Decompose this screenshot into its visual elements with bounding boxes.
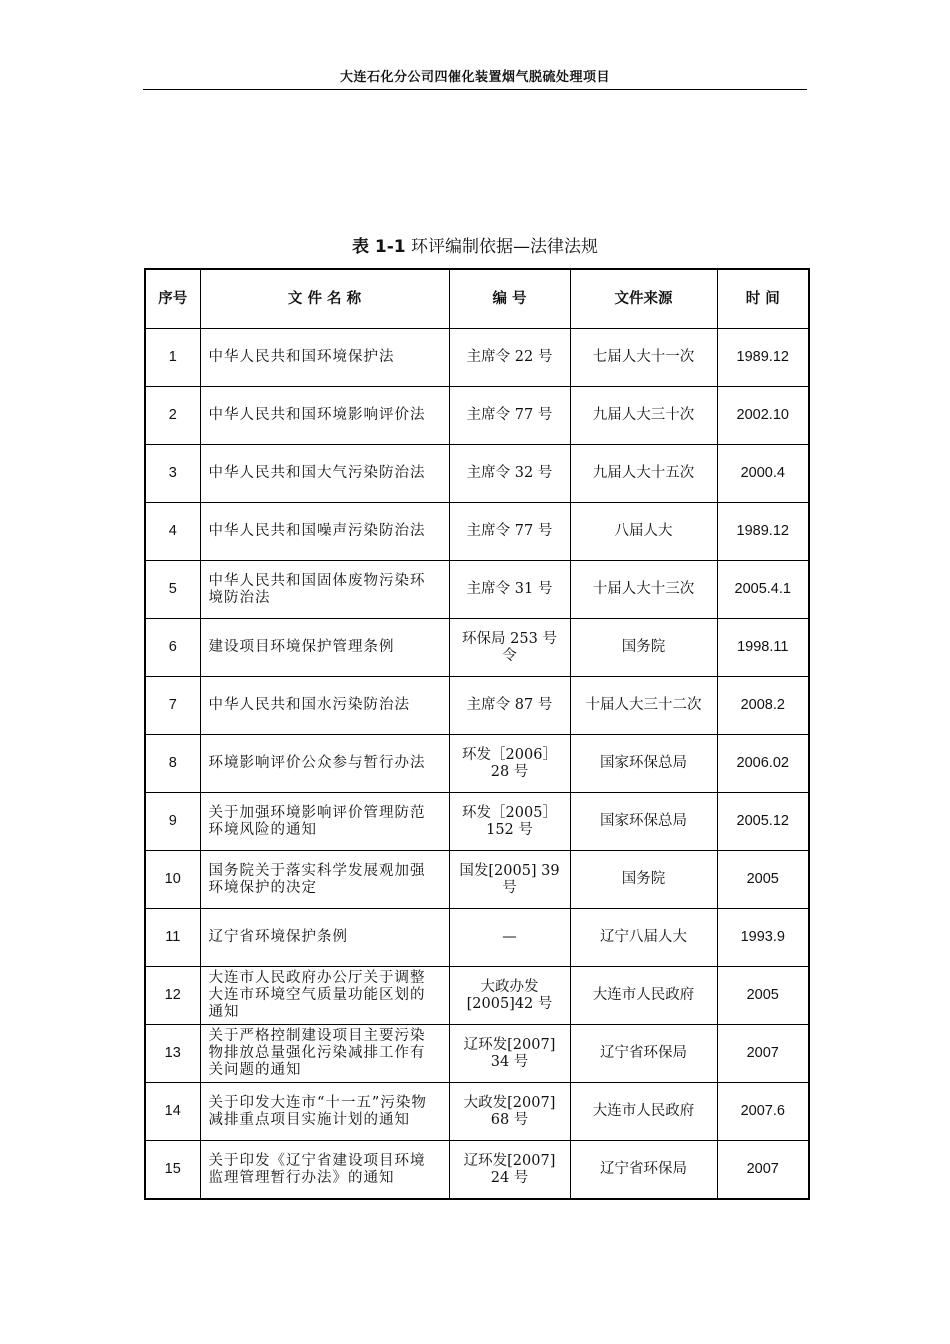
row-number: 2 xyxy=(145,387,200,445)
document-date: 1989.12 xyxy=(717,329,809,387)
document-date: 2007 xyxy=(717,1141,809,1200)
table-row xyxy=(145,561,809,619)
document-source: 辽宁省环保局 xyxy=(570,1025,717,1083)
row-number: 4 xyxy=(145,503,200,561)
table-row xyxy=(145,329,809,387)
row-number: 8 xyxy=(145,735,200,793)
running-header: 大连石化分公司四催化装置烟气脱硫处理项目 xyxy=(339,70,610,85)
document-date: 2005.4.1 xyxy=(717,561,809,619)
document-date: 2005 xyxy=(717,851,809,909)
document-name: 大连市人民政府办公厅关于调整大连市环境空气质量功能区划的通知 xyxy=(200,967,449,1025)
table-row xyxy=(145,387,809,445)
document-number: 主席令 77 号 xyxy=(449,387,570,445)
document-number: 主席令 87 号 xyxy=(449,677,570,735)
document-number: 环保局 253 号令 xyxy=(449,619,570,677)
row-number: 1 xyxy=(145,329,200,387)
caption-text: 环评编制依据—法律法规 xyxy=(405,237,599,257)
row-number: 7 xyxy=(145,677,200,735)
row-number: 13 xyxy=(145,1025,200,1083)
document-source: 十届人大十三次 xyxy=(570,561,717,619)
table-row xyxy=(145,967,809,1025)
table-caption xyxy=(143,232,807,257)
document-date: 2000.4 xyxy=(717,445,809,503)
row-number: 6 xyxy=(145,619,200,677)
table-row xyxy=(145,851,809,909)
document-source: 国家环保总局 xyxy=(570,735,717,793)
document-number: 环发［2006］28 号 xyxy=(449,735,570,793)
document-date: 1989.12 xyxy=(717,503,809,561)
row-number: 14 xyxy=(145,1083,200,1141)
document-name: 国务院关于落实科学发展观加强环境保护的决定 xyxy=(200,851,449,909)
table-row xyxy=(145,735,809,793)
table-row xyxy=(145,619,809,677)
document-source: 大连市人民政府 xyxy=(570,1083,717,1141)
row-number: 15 xyxy=(145,1141,200,1200)
table-row xyxy=(145,1025,809,1083)
table-row xyxy=(145,1141,809,1200)
document-date: 2008.2 xyxy=(717,677,809,735)
document-name: 建设项目环境保护管理条例 xyxy=(200,619,449,677)
document-name: 中华人民共和国水污染防治法 xyxy=(200,677,449,735)
document-name: 环境影响评价公众参与暂行办法 xyxy=(200,735,449,793)
document-number: 辽环发[2007] 34 号 xyxy=(449,1025,570,1083)
header-rule xyxy=(143,89,807,90)
column-header-number: 编 号 xyxy=(449,269,570,329)
document-name: 中华人民共和国固体废物污染环境防治法 xyxy=(200,561,449,619)
document-date: 2007 xyxy=(717,1025,809,1083)
document-number: 主席令 32 号 xyxy=(449,445,570,503)
document-date: 2005 xyxy=(717,967,809,1025)
table-row xyxy=(145,1083,809,1141)
document-number: 大政发[2007] 68 号 xyxy=(449,1083,570,1141)
document-date: 2005.12 xyxy=(717,793,809,851)
column-header-name: 文 件 名 称 xyxy=(200,269,449,329)
document-source: 九届人大三十次 xyxy=(570,387,717,445)
document-number: 辽环发[2007] 24 号 xyxy=(449,1141,570,1200)
document-date: 2007.6 xyxy=(717,1083,809,1141)
row-number: 9 xyxy=(145,793,200,851)
document-date: 1998.11 xyxy=(717,619,809,677)
column-header-no: 序号 xyxy=(145,269,200,329)
table-row xyxy=(145,677,809,735)
table-body xyxy=(145,329,809,1200)
document-source: 九届人大十五次 xyxy=(570,445,717,503)
document-source: 七届人大十一次 xyxy=(570,329,717,387)
document-number: 主席令 31 号 xyxy=(449,561,570,619)
row-number: 12 xyxy=(145,967,200,1025)
table-header-row xyxy=(145,269,809,329)
document-source: 国务院 xyxy=(570,619,717,677)
document-number: 环发［2005］152 号 xyxy=(449,793,570,851)
document-source: 辽宁省环保局 xyxy=(570,1141,717,1200)
document-name: 关于印发大连市“十一五”污染物减排重点项目实施计划的通知 xyxy=(200,1083,449,1141)
table-row xyxy=(145,503,809,561)
document-date: 1993.9 xyxy=(717,909,809,967)
document-name: 中华人民共和国环境影响评价法 xyxy=(200,387,449,445)
document-number: 国发[2005] 39 号 xyxy=(449,851,570,909)
row-number: 3 xyxy=(145,445,200,503)
document-source: 大连市人民政府 xyxy=(570,967,717,1025)
document-number: 主席令 77 号 xyxy=(449,503,570,561)
regulations-table xyxy=(144,268,810,1200)
document-source: 十届人大三十二次 xyxy=(570,677,717,735)
document-name: 关于严格控制建设项目主要污染物排放总量强化污染减排工作有关问题的通知 xyxy=(200,1025,449,1083)
column-header-source: 文件来源 xyxy=(570,269,717,329)
document-number: 大政办发 [2005]42 号 xyxy=(449,967,570,1025)
table-row xyxy=(145,909,809,967)
document-name: 辽宁省环境保护条例 xyxy=(200,909,449,967)
document-name: 中华人民共和国环境保护法 xyxy=(200,329,449,387)
document-source: 辽宁八届人大 xyxy=(570,909,717,967)
document-name: 关于印发《辽宁省建设项目环境监理管理暂行办法》的通知 xyxy=(200,1141,449,1200)
document-source: 国家环保总局 xyxy=(570,793,717,851)
document-number: 主席令 22 号 xyxy=(449,329,570,387)
caption-number: 表 1-1 xyxy=(351,237,406,257)
row-number: 10 xyxy=(145,851,200,909)
document-date: 2006.02 xyxy=(717,735,809,793)
table-row xyxy=(145,445,809,503)
column-header-date: 时 间 xyxy=(717,269,809,329)
document-date: 2002.10 xyxy=(717,387,809,445)
document-source: 国务院 xyxy=(570,851,717,909)
document-name: 中华人民共和国大气污染防治法 xyxy=(200,445,449,503)
document-name: 中华人民共和国噪声污染防治法 xyxy=(200,503,449,561)
document-number: — xyxy=(449,909,570,967)
document-name: 关于加强环境影响评价管理防范环境风险的通知 xyxy=(200,793,449,851)
document-source: 八届人大 xyxy=(570,503,717,561)
row-number: 11 xyxy=(145,909,200,967)
table-row xyxy=(145,793,809,851)
row-number: 5 xyxy=(145,561,200,619)
